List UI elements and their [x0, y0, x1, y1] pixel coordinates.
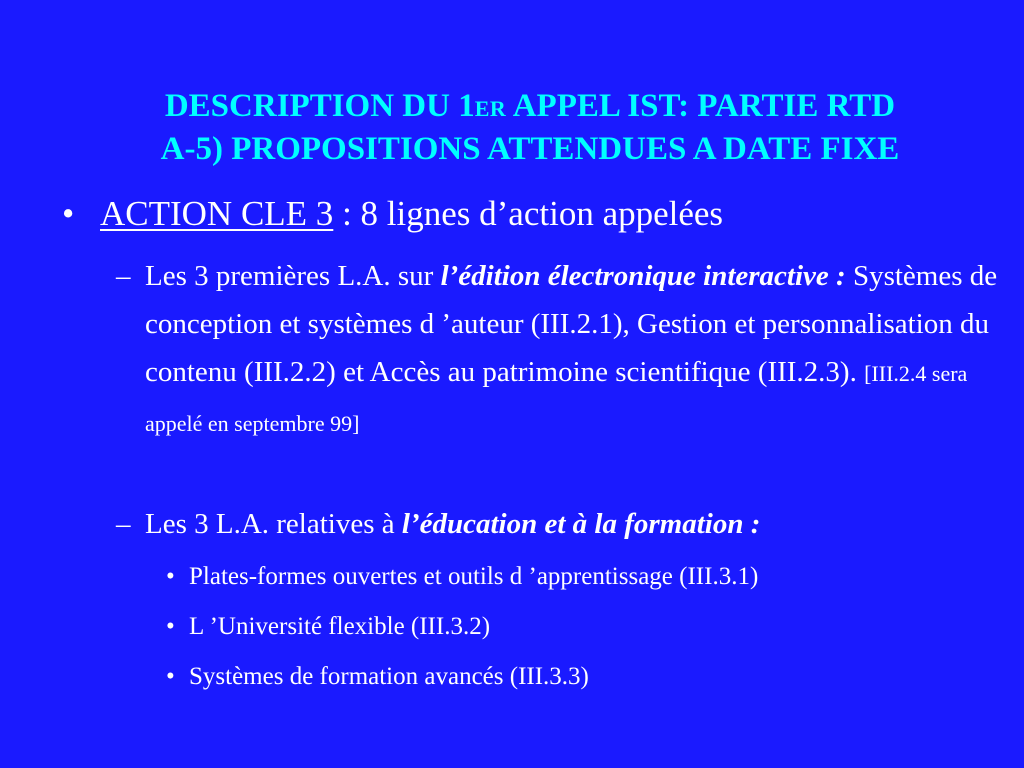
- bullet-marker: •: [166, 563, 175, 590]
- action-cle-rest: : 8 lignes d’action appelées: [333, 194, 724, 233]
- subitem-body: [145, 252, 1000, 448]
- title-line-1: [60, 86, 1000, 129]
- bullet-marker: •: [166, 613, 175, 640]
- subitem-edition-electronique: [116, 252, 1000, 448]
- title-superscript-er: ER: [474, 96, 507, 121]
- dash-marker: –: [116, 508, 131, 540]
- slide-title: [60, 86, 1000, 169]
- action-cle-underlined: ACTION CLE 3: [100, 194, 334, 233]
- subitem-text-start: Les 3 L.A. relatives à: [145, 508, 402, 540]
- list-item: [166, 557, 758, 597]
- title-line-2: A-5) PROPOSITIONS ATTENDUES A DATE FIXE: [160, 131, 900, 167]
- list-item: [166, 607, 490, 647]
- list-item-text: Systèmes de formation avancés (III.3.3): [189, 663, 589, 690]
- title-line-1-end: APPEL IST: PARTIE RTD: [506, 88, 896, 124]
- title-line-1-start: DESCRIPTION DU 1: [164, 88, 475, 124]
- bullet-action-cle-3: [62, 190, 723, 238]
- subitem-text-end: Systèmes de conception et systèmes d ’auteur (III.2.1), Gestion et personnalisation du contenu (III.2.2) et Accès au patrimoine scientifique (III.2.3).: [145, 260, 998, 388]
- list-item-text: L ’Université flexible (III.3.2): [189, 613, 491, 640]
- subitem-note: [III.2.4 sera appelé en septembre 99]: [145, 361, 968, 436]
- list-item: [166, 657, 589, 697]
- subitem-education-formation: [116, 500, 1000, 548]
- subitem-emphasis: l’éducation et à la formation :: [401, 508, 761, 540]
- subitem-body: [145, 500, 1000, 548]
- bullet-marker: •: [62, 194, 75, 233]
- subitem-text-start: Les 3 premières L.A. sur: [145, 260, 441, 292]
- dash-marker: –: [116, 260, 131, 292]
- list-item-text: Plates-formes ouvertes et outils d ’apprentissage (III.3.1): [189, 563, 759, 590]
- subitem-emphasis: l’édition électronique interactive :: [440, 260, 846, 292]
- bullet-marker: •: [166, 663, 175, 690]
